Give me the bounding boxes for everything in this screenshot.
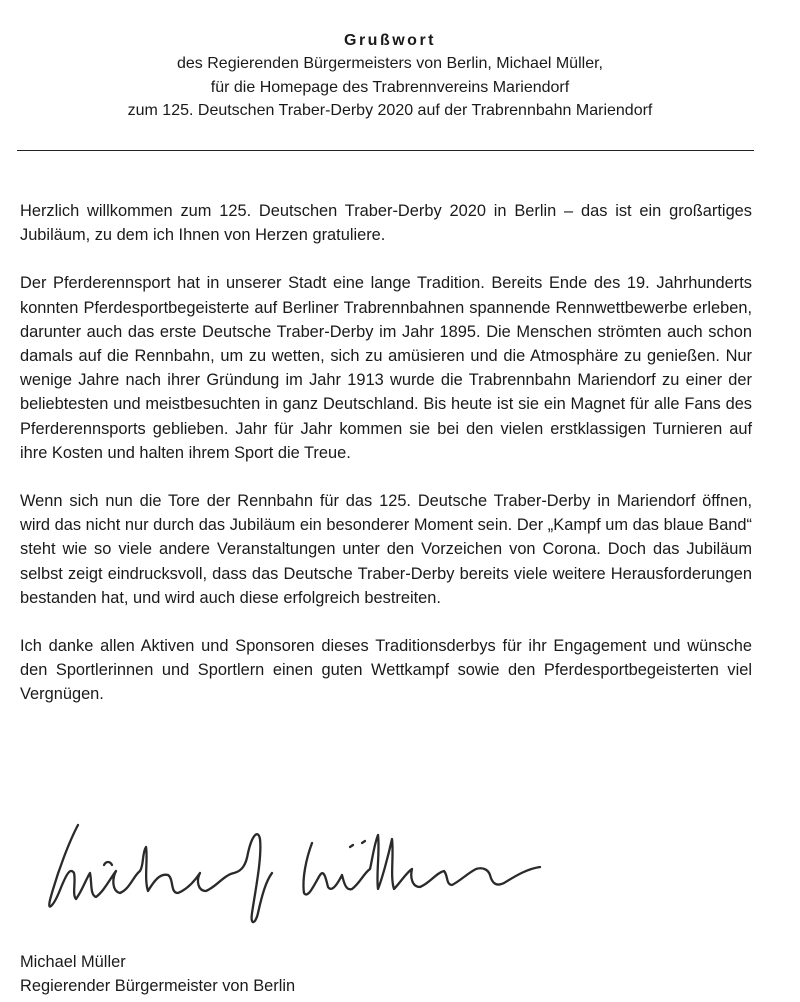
header-line-2: für die Homepage des Trabrennvereins Mariendorf: [210, 78, 570, 96]
header-line-1: des Regierenden Bürgermeisters von Berlin, Michael Müller,: [177, 55, 603, 72]
header-divider: [17, 150, 754, 151]
signature-stroke-mark: [104, 862, 112, 865]
header-line-3: zum 125. Deutschen Traber-Derby 2020 auf der Trabrennbahn Mariendorf: [127, 102, 653, 119]
paragraph-derby-2020: Wenn sich nun die Tore der Rennbahn für das 125. Deutsche Traber-Derby in Mariendorf öffnen, wird das nicht nur durch das Jubiläum ein besonderer Moment sein. Der „Kampf um das blaue Band“ steht wie so viele andere Veranstaltungen unter den Vorzeichen von Corona. Doch das Jubiläum selbst zeigt eindrucksvoll, dass das Deutsche Traber-Derby bereits viele weitere Herausforderungen bestanden hat, und wird auch diese erfolgreich bestreiten.: [20, 492, 752, 607]
signature-stroke-first-name: [49, 825, 272, 922]
letter-title: Grußwort: [344, 32, 436, 49]
paragraph-tradition: Der Pferderennsport hat in unserer Stadt eine lange Tradition. Bereits Ende des 19. Jahrhunderts konnten Pferdesportbegeisterte auf Berliner Trabrennbahnen spannende Rennwettbewerbe erleben, darunter auch das erste Deutsche Traber-Derby im Jahr 1895. Die Menschen strömten auch schon damals auf die Rennbahn, um zu wetten, sich zu amüsieren und die Atmosphäre zu genießen. Nur wenige Jahre nach ihrer Gründung im Jahr 1913 wurde die Trabrennbahn Mariendorf zu einer der beliebtesten und meistbesuchten in ganz Deutschland. Bis heute ist sie ein Magnet für alle Fans des Pferderennsports geblieben. Jahr für Jahr kommen sie bei den vielen erstklassigen Turnieren auf ihre Kosten und halten ihrem Sport die Treue.: [20, 274, 752, 462]
signature-stroke-umlaut: [350, 841, 365, 847]
signature-stroke-last-name: [303, 835, 540, 894]
signer-role: Regierender Bürgermeister von Berlin: [20, 977, 296, 995]
signer-name: Michael Müller: [20, 953, 126, 971]
letter-body: [20, 199, 752, 731]
letter-header: [0, 30, 780, 123]
paragraph-thanks: Ich danke allen Aktiven und Sponsoren dieses Traditionsderbys für ihr Engagement und wünsche den Sportlerinnen und Sportlern einen guten Wettkampf sowie den Pferdesportbegeisterten viel Vergnügen.: [20, 637, 752, 704]
signature-block: [20, 950, 295, 998]
handwritten-signature: [20, 795, 580, 945]
paragraph-welcome: Herzlich willkommen zum 125. Deutschen Traber-Derby 2020 in Berlin – das ist ein großartiges Jubiläum, zu dem ich Ihnen von Herzen gratuliere.: [20, 202, 752, 245]
